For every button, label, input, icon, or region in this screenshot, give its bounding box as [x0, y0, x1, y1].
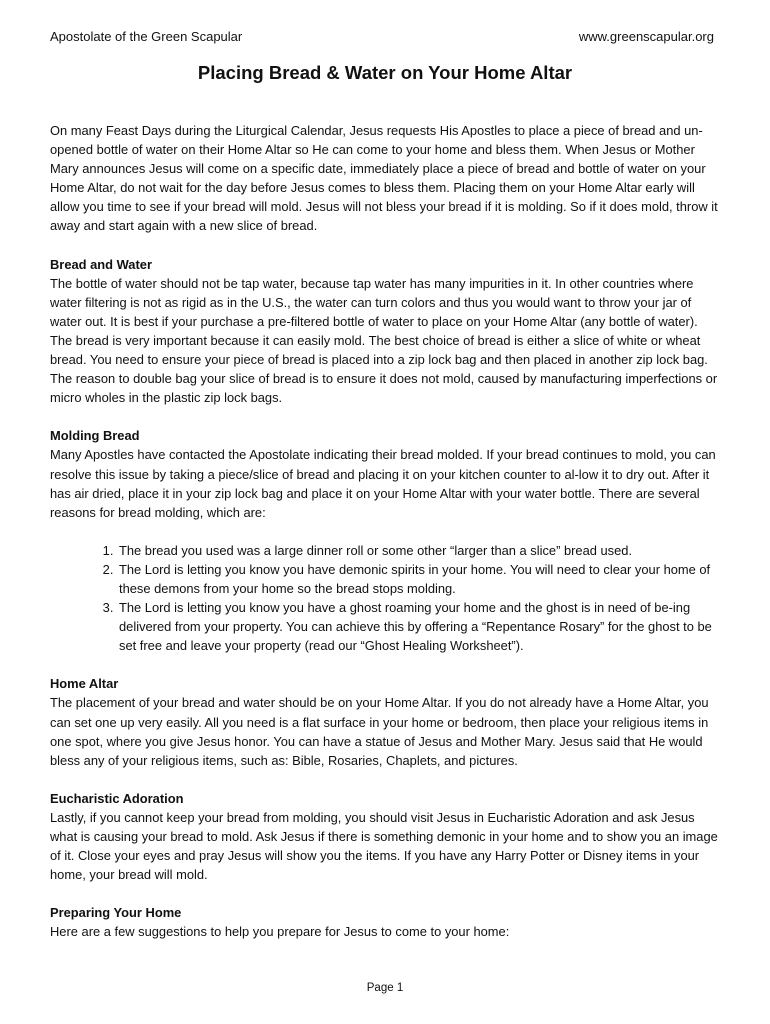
list-item: 3. The Lord is letting you know you have a ghost roaming your home and the ghost is in need of be-ing delivered from your property. You can achieve this by offering a “Repentance Rosary” for the ghost to be set free and leave your property (read our “Ghost Healing Worksheet”). — [117, 598, 718, 655]
section-heading: Home Altar — [50, 676, 119, 692]
section-home-altar — [50, 674, 718, 769]
section-molding-bread — [50, 426, 718, 655]
section-heading: Eucharistic Adoration — [50, 790, 184, 806]
molding-reasons-list — [50, 541, 718, 656]
document-body — [50, 121, 718, 960]
section-preparing-your-home — [50, 903, 718, 941]
list-item: 2. The Lord is letting you know you have demonic spirits in your home. You will need to clear your home of these demons from your home so the bread stops molding. — [117, 560, 718, 598]
section-body: Many Apostles have contacted the Apostolate indicating their bread molded. If your bread continues to mold, you can resolve this issue by taking a piece/slice of bread and placing it on your kitchen counter to al-low it to dry out. After it has air dried, place it in your zip lock bag and place it on your Home Altar with your water bottle. There are several reasons for bread molding, which are: — [50, 447, 716, 520]
section-bread-and-water — [50, 255, 718, 408]
section-body: Lastly, if you cannot keep your bread from molding, you should visit Jesus in Eucharistic Adoration and ask Jesus what is causing your bread to mold. Ask Jesus if there is something demonic in your home and to show you an image of it. Close your eyes and pray Jesus will show you the items. If you have any Harry Potter or Disney items in your home, your bread will mold. — [50, 809, 718, 883]
page-number: Page 1 — [366, 982, 404, 994]
section-heading: Molding Bread — [50, 428, 140, 444]
section-body: The bottle of water should not be tap water, because tap water has many impurities in it. In other countries where water filtering is not as rigid as in the U.S., the water can turn colors and thus you would want to throw your jar of water out. It is best if your purchase a pre-filtered bottle of water to place on your Home Altar (any bottle of water). The bread is very important because it can easily mold. The best choice of bread is either a slice of white or wheat bread. You need to ensure your piece of bread is placed into a zip lock bag and then placed in another zip lock bag. The reason to double bag your slice of bread is to ensure it does not mold, caused by manufacturing imperfections or micro wholes in the plastic zip lock bags. — [50, 275, 718, 406]
section-heading: Preparing Your Home — [50, 905, 182, 921]
header-organization: Apostolate of the Green Scapular — [50, 29, 243, 44]
list-item: 1. The bread you used was a large dinner roll or some other “larger than a slice” bread used. — [117, 541, 718, 560]
header-website: www.greenscapular.org — [578, 29, 714, 44]
section-body: Here are a few suggestions to help you prepare for Jesus to come to your home: — [50, 924, 510, 940]
section-heading: Bread and Water — [50, 256, 152, 272]
intro-paragraph: On many Feast Days during the Liturgical Calendar, Jesus requests His Apostles to place a piece of bread and un-opened bottle of water on their Home Altar so He can come to your home and bless them. When Jesus or Mother Mary announces Jesus will come on a specific date, immediately place a piece of bread and bottle of water on your Home Altar, do not wait for the day before Jesus comes to bless them. Placing them on your Home Altar early will allow you time to see if your bread will mold. Jesus will not bless your bread if it is molding. So if it does mold, throw it away and start again with a new slice of bread. — [50, 123, 718, 234]
section-eucharistic-adoration — [50, 789, 718, 884]
page-title: Placing Bread & Water on Your Home Altar — [197, 62, 573, 83]
section-body: The placement of your bread and water should be on your Home Altar. If you do not already have a Home Altar, you can set one up very easily. All you need is a flat surface in your home or bedroom, then place your religious items in one spot, where you give Jesus honor. You can have a statue of Jesus and Mother Mary. Jesus said that He would bless any of your religious items, such as: Bible, Rosaries, Chaplets, and pictures. — [50, 695, 709, 768]
